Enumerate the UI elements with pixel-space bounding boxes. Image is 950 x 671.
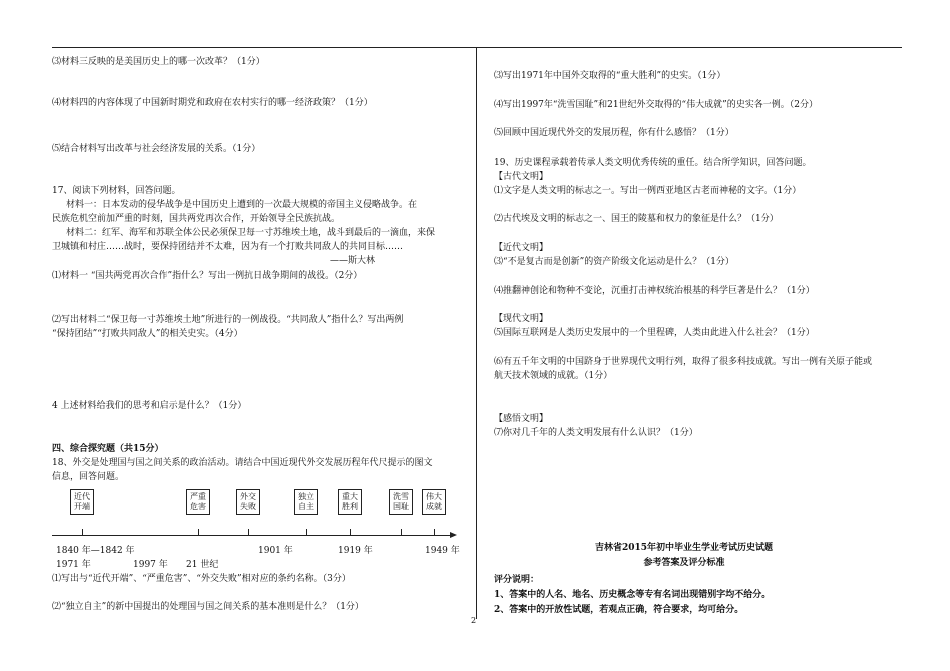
scoring-rule-1: 1、答案中的人名、地名、历史概念等专有名词出现错别字均不给分。 <box>494 590 771 600</box>
question-19-sub-1: ⑴文字是人类文明的标志之一。写出一例西亚地区古老而神秘的文字。（1分） <box>494 186 802 196</box>
timeline-box-independence: 独立 自主 <box>294 489 318 515</box>
answer-key-title: 吉林省2015年初中毕业生学业考试历史试题 <box>594 543 774 553</box>
timeline-axis <box>52 535 452 536</box>
timeline-label-1971: 1971 年 <box>56 560 91 570</box>
question-18-sub-1: ⑴写出与“近代开端”、“严重危害”、“外交失败”相对应的条约名称。（3分） <box>52 574 351 584</box>
question-17-sub-2-line-1: ⑵写出材料二“保卫每一寸苏维埃土地”所进行的一例战役。“共同敌人”指什么？写出两例 <box>52 315 404 325</box>
material-2-source: ——斯大林 <box>330 256 376 266</box>
question-19-sub-6-line-1: ⑹有五千年文明的中国跻身于世界现代文明行列，取得了很多科技成就。写出一例有关原子能或 <box>494 357 873 367</box>
timeline-arrow-icon <box>450 532 457 538</box>
question-18-sub-3: ⑶写出1971年中国外交取得的“重大胜利”的史实。（1分） <box>494 71 726 81</box>
material-1-line-2: 民族危机空前加严重的时刻，国共两党再次合作，开始领导全民族抗战。 <box>52 214 341 224</box>
section-4-title: 四、综合探究题（共15分） <box>52 444 164 454</box>
timeline-label-1840: 1840 年—1842 年 <box>56 546 135 556</box>
material-1-line-1: 材料一：日本发动的侵华战争是中国历史上遭到的一次最大规模的帝国主义侵略战争。在 <box>66 200 418 210</box>
material-2-line-2: 卫城镇和村庄……战时，要保持团结并不太难，因为有一个打败共同敌人的共同目标…… <box>52 242 404 252</box>
question-19-sub-3: ⑶“不是复古而是创新”的资产阶级文化运动是什么？（1分） <box>494 257 734 267</box>
question-19-sub-2: ⑵古代埃及文明的标志之一、国王的陵墓和权力的象征是什么？（1分） <box>494 214 779 224</box>
column-divider <box>476 47 477 619</box>
timeline-label-1949: 1949 年 <box>425 546 460 556</box>
question-19-title: 19、历史课程承载着传承人类文明优秀传统的重任。结合所学知识，回答问题。 <box>494 158 812 168</box>
question-17-sub-4: 4 上述材料给我们的思考和启示是什么？（1分） <box>52 401 247 411</box>
question-19-sub-7: ⑺你对几千年的人类文明发展有什么认识？（1分） <box>494 428 698 438</box>
question-19-sub-5: ⑸国际互联网是人类历史发展中的一个里程碑，人类由此进入什么社会？（1分） <box>494 328 815 338</box>
question-17-4: ⑷材料四的内容体现了中国新时期党和政府在农村实行的哪一经济政策？（1分） <box>52 98 373 108</box>
timeline-label-21c: 21 世纪 <box>186 560 219 570</box>
question-18-sub-5: ⑸回顾中国近现代外交的发展历程，你有什么感悟？（1分） <box>494 128 734 138</box>
top-rule <box>52 47 902 48</box>
question-18-line-1: 18、外交是处理国与国之间关系的政治活动。请结合中国近现代外交发展历程年代尺提示的图文 <box>52 458 433 468</box>
question-18-line-2: 信息，回答问题。 <box>52 472 125 482</box>
heading-modern: 【近代文明】 <box>494 243 549 253</box>
timeline-label-1997: 1997 年 <box>133 560 168 570</box>
timeline-label-1919: 1919 年 <box>338 546 373 556</box>
timeline-box-great-achievement: 伟大 成就 <box>422 489 446 515</box>
timeline-box-severe-harm: 严重 危害 <box>186 489 210 515</box>
question-19-sub-4: ⑷推翻神创论和物种不变论，沉重打击神权统治根基的科学巨著是什么？（1分） <box>494 286 815 296</box>
timeline-box-major-victory: 重大 胜利 <box>338 489 362 515</box>
material-2-line-1: 材料二：红军、海军和苏联全体公民必须保卫每一寸苏维埃土地，战斗到最后的一滴血，来保 <box>66 228 436 238</box>
question-17-5: ⑸结合材料写出改革与社会经济发展的关系。（1分） <box>52 144 261 154</box>
question-19-sub-6-line-2: 航天技术领域的成就。（1分） <box>494 371 613 381</box>
timeline-box-modern-start: 近代 开端 <box>70 489 94 515</box>
question-17-3: ⑶材料三反映的是美国历史上的哪一次改革？（1分） <box>52 57 265 67</box>
timeline-box-diplomatic-failure: 外交 失败 <box>236 489 260 515</box>
heading-contemporary: 【现代文明】 <box>494 314 549 324</box>
timeline-label-1901: 1901 年 <box>258 546 293 556</box>
question-17-title: 17、阅读下列材料，回答问题。 <box>52 186 181 196</box>
question-17-sub-1: ⑴材料一 “国共两党再次合作”指什么？写出一例抗日战争期间的战役。（2分） <box>52 271 363 281</box>
heading-ancient: 【古代文明】 <box>494 172 549 182</box>
timeline-box-national-humiliation: 洗雪 国耻 <box>389 489 413 515</box>
question-18-sub-2: ⑵“独立自主”的新中国提出的处理国与国之间关系的基本准则是什么？（1分） <box>52 602 364 612</box>
scoring-rule-2: 2、答案中的开放性试题，若观点正确，符合要求，均可给分。 <box>494 605 744 615</box>
scoring-note-label: 评分说明： <box>494 575 540 585</box>
answer-key-subtitle: 参考答案及评分标准 <box>643 558 725 568</box>
page-number: 2 <box>471 616 477 625</box>
question-18-sub-4: ⑷写出1997年“洗雪国耻”和21世纪外交取得的“伟大成就”的史实各一例。（2分） <box>494 100 818 110</box>
question-17-sub-2-line-2: “保持团结”“打败共同敌人”的相关史实。（4分） <box>52 329 243 339</box>
heading-reflection: 【感悟文明】 <box>494 414 549 424</box>
